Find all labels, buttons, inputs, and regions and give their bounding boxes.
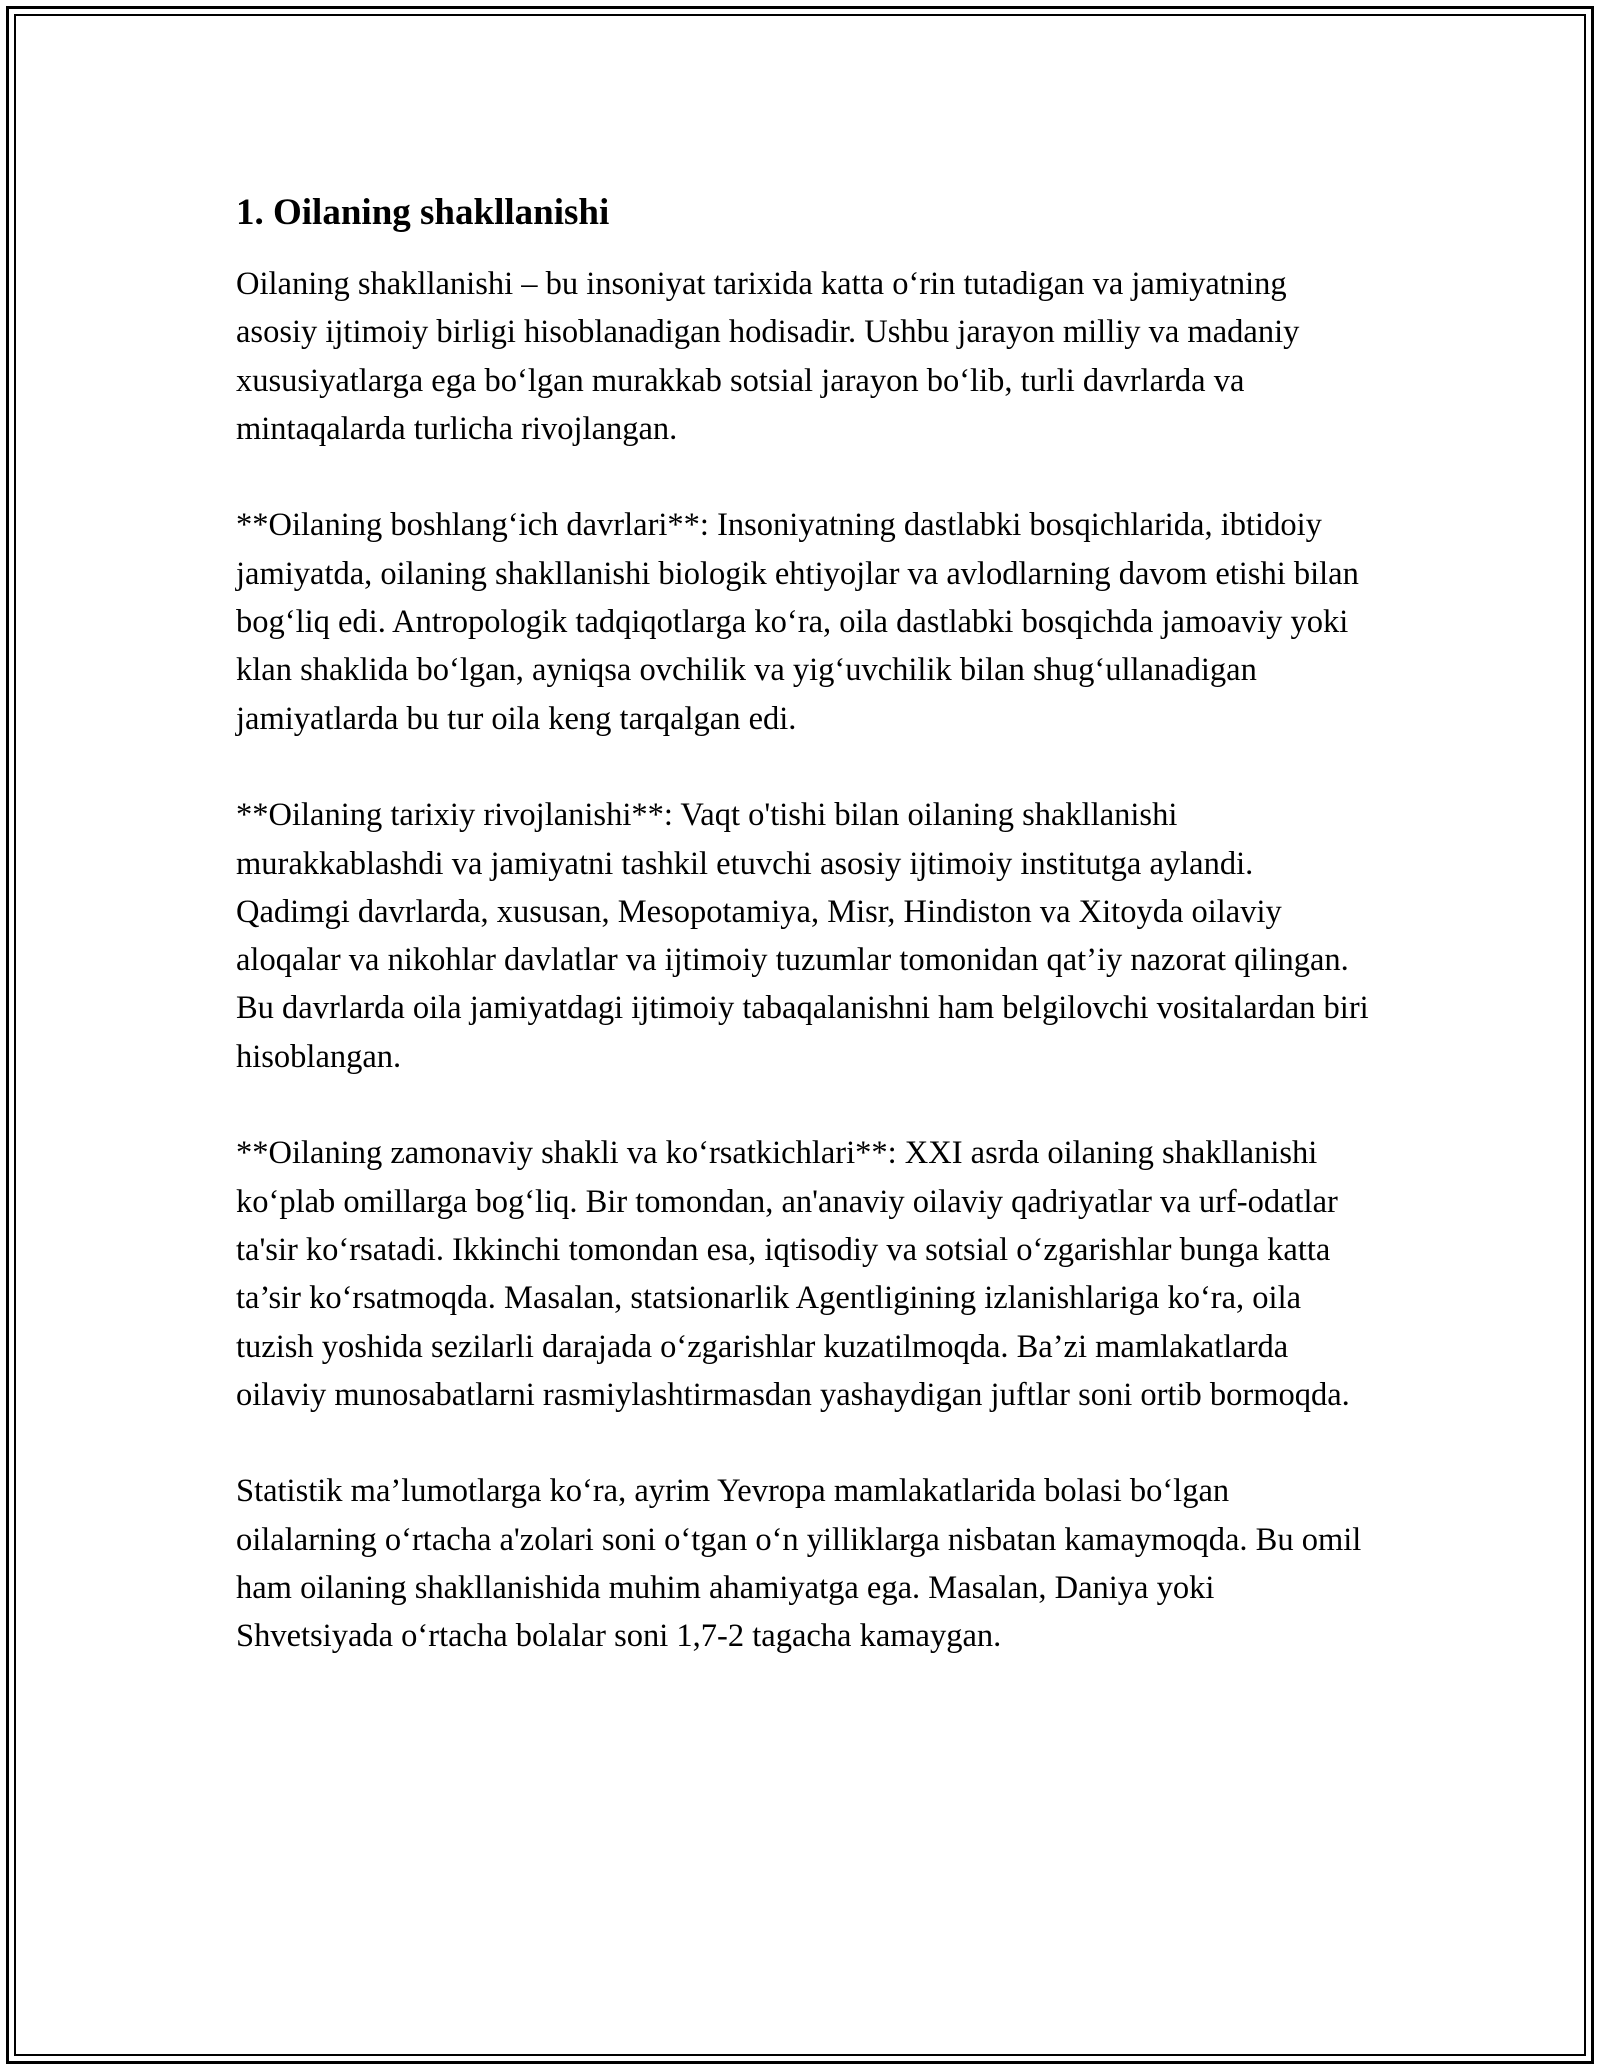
paragraph-early-periods: **Oilaning boshlang‘ich davrlari**: Insoniyatning dastlabki bosqichlarida, ibtidoiy jamiyatda, oilaning shakllanishi biologik ehtiyojlar va avlodlarning davom etishi bilan bog‘liq edi. Antropologik tadqiqotlarga ko‘ra, oila dastlabki bosqichda jamoaviy yoki klan shaklida bo‘lgan, ayniqsa ovchilik va yig‘uvchilik bilan shug‘ullanadigan jamiyatlarda bu tur oila keng tarqalgan edi. <box>236 507 1359 737</box>
paragraph-modern-form: **Oilaning zamonaviy shakli va ko‘rsatkichlari**: XXI asrda oilaning shakllanishi ko‘plab omillarga bog‘liq. Bir tomondan, an'anaviy oilaviy qadriyatlar va urf-odatlar ta'sir ko‘rsatadi. Ikkinchi tomondan esa, iqtisodiy va sotsial o‘zgarishlar bunga katta ta’sir ko‘rsatmoqda. Masalan, statsionarlik Agentligining izlanishlariga ko‘ra, oila tuzish yoshida sezilarli darajada o‘zgarishlar kuzatilmoqda. Ba’zi mamlakatlarda oilaviy munosabatlarni rasmiylashtirmasdan yashaydigan juftlar soni ortib bormoqda. <box>236 1135 1350 1413</box>
paragraph-intro: Oilaning shakllanishi – bu insoniyat tarixida katta o‘rin tutadigan va jamiyatning asosiy ijtimoiy birligi hisoblanadigan hodisadir. Ushbu jarayon milliy va madaniy xususiyatlarga ega bo‘lgan murakkab sotsial jarayon bo‘lib, turli davrlarda va mintaqalarda turlicha rivojlangan. <box>236 266 1300 447</box>
paragraph-historical-development: **Oilaning tarixiy rivojlanishi**: Vaqt o'tishi bilan oilaning shakllanishi murakkablashdi va jamiyatni tashkil etuvchi asosiy ijtimoiy institutga aylandi. Qadimgi davrlarda, xususan, Mesopotamiya, Misr, Hindiston va Xitoyda oilaviy aloqalar va nikohlar davlatlar va ijtimoiy tuzumlar tomonidan qat’iy nazorat qilingan. Bu davrlarda oila jamiyatdagi ijtimoiy tabaqalanishni ham belgilovchi vositalardan biri hisoblangan. <box>236 797 1369 1075</box>
document-body <box>236 186 1370 1709</box>
section-heading: 1. Oilaning shakllanishi <box>236 192 610 233</box>
paragraph-statistics: Statistik ma’lumotlarga ko‘ra, ayrim Yevropa mamlakatlarida bolasi bo‘lgan oilalarning o‘rtacha a'zolari soni o‘tgan o‘n yilliklarga nisbatan kamaymoqda. Bu omil ham oilaning shakllanishida muhim ahamiyatga ega. Masalan, Daniya yoki Shvetsiyada o‘rtacha bolalar soni 1,7-2 tagacha kamaygan. <box>236 1473 1362 1655</box>
